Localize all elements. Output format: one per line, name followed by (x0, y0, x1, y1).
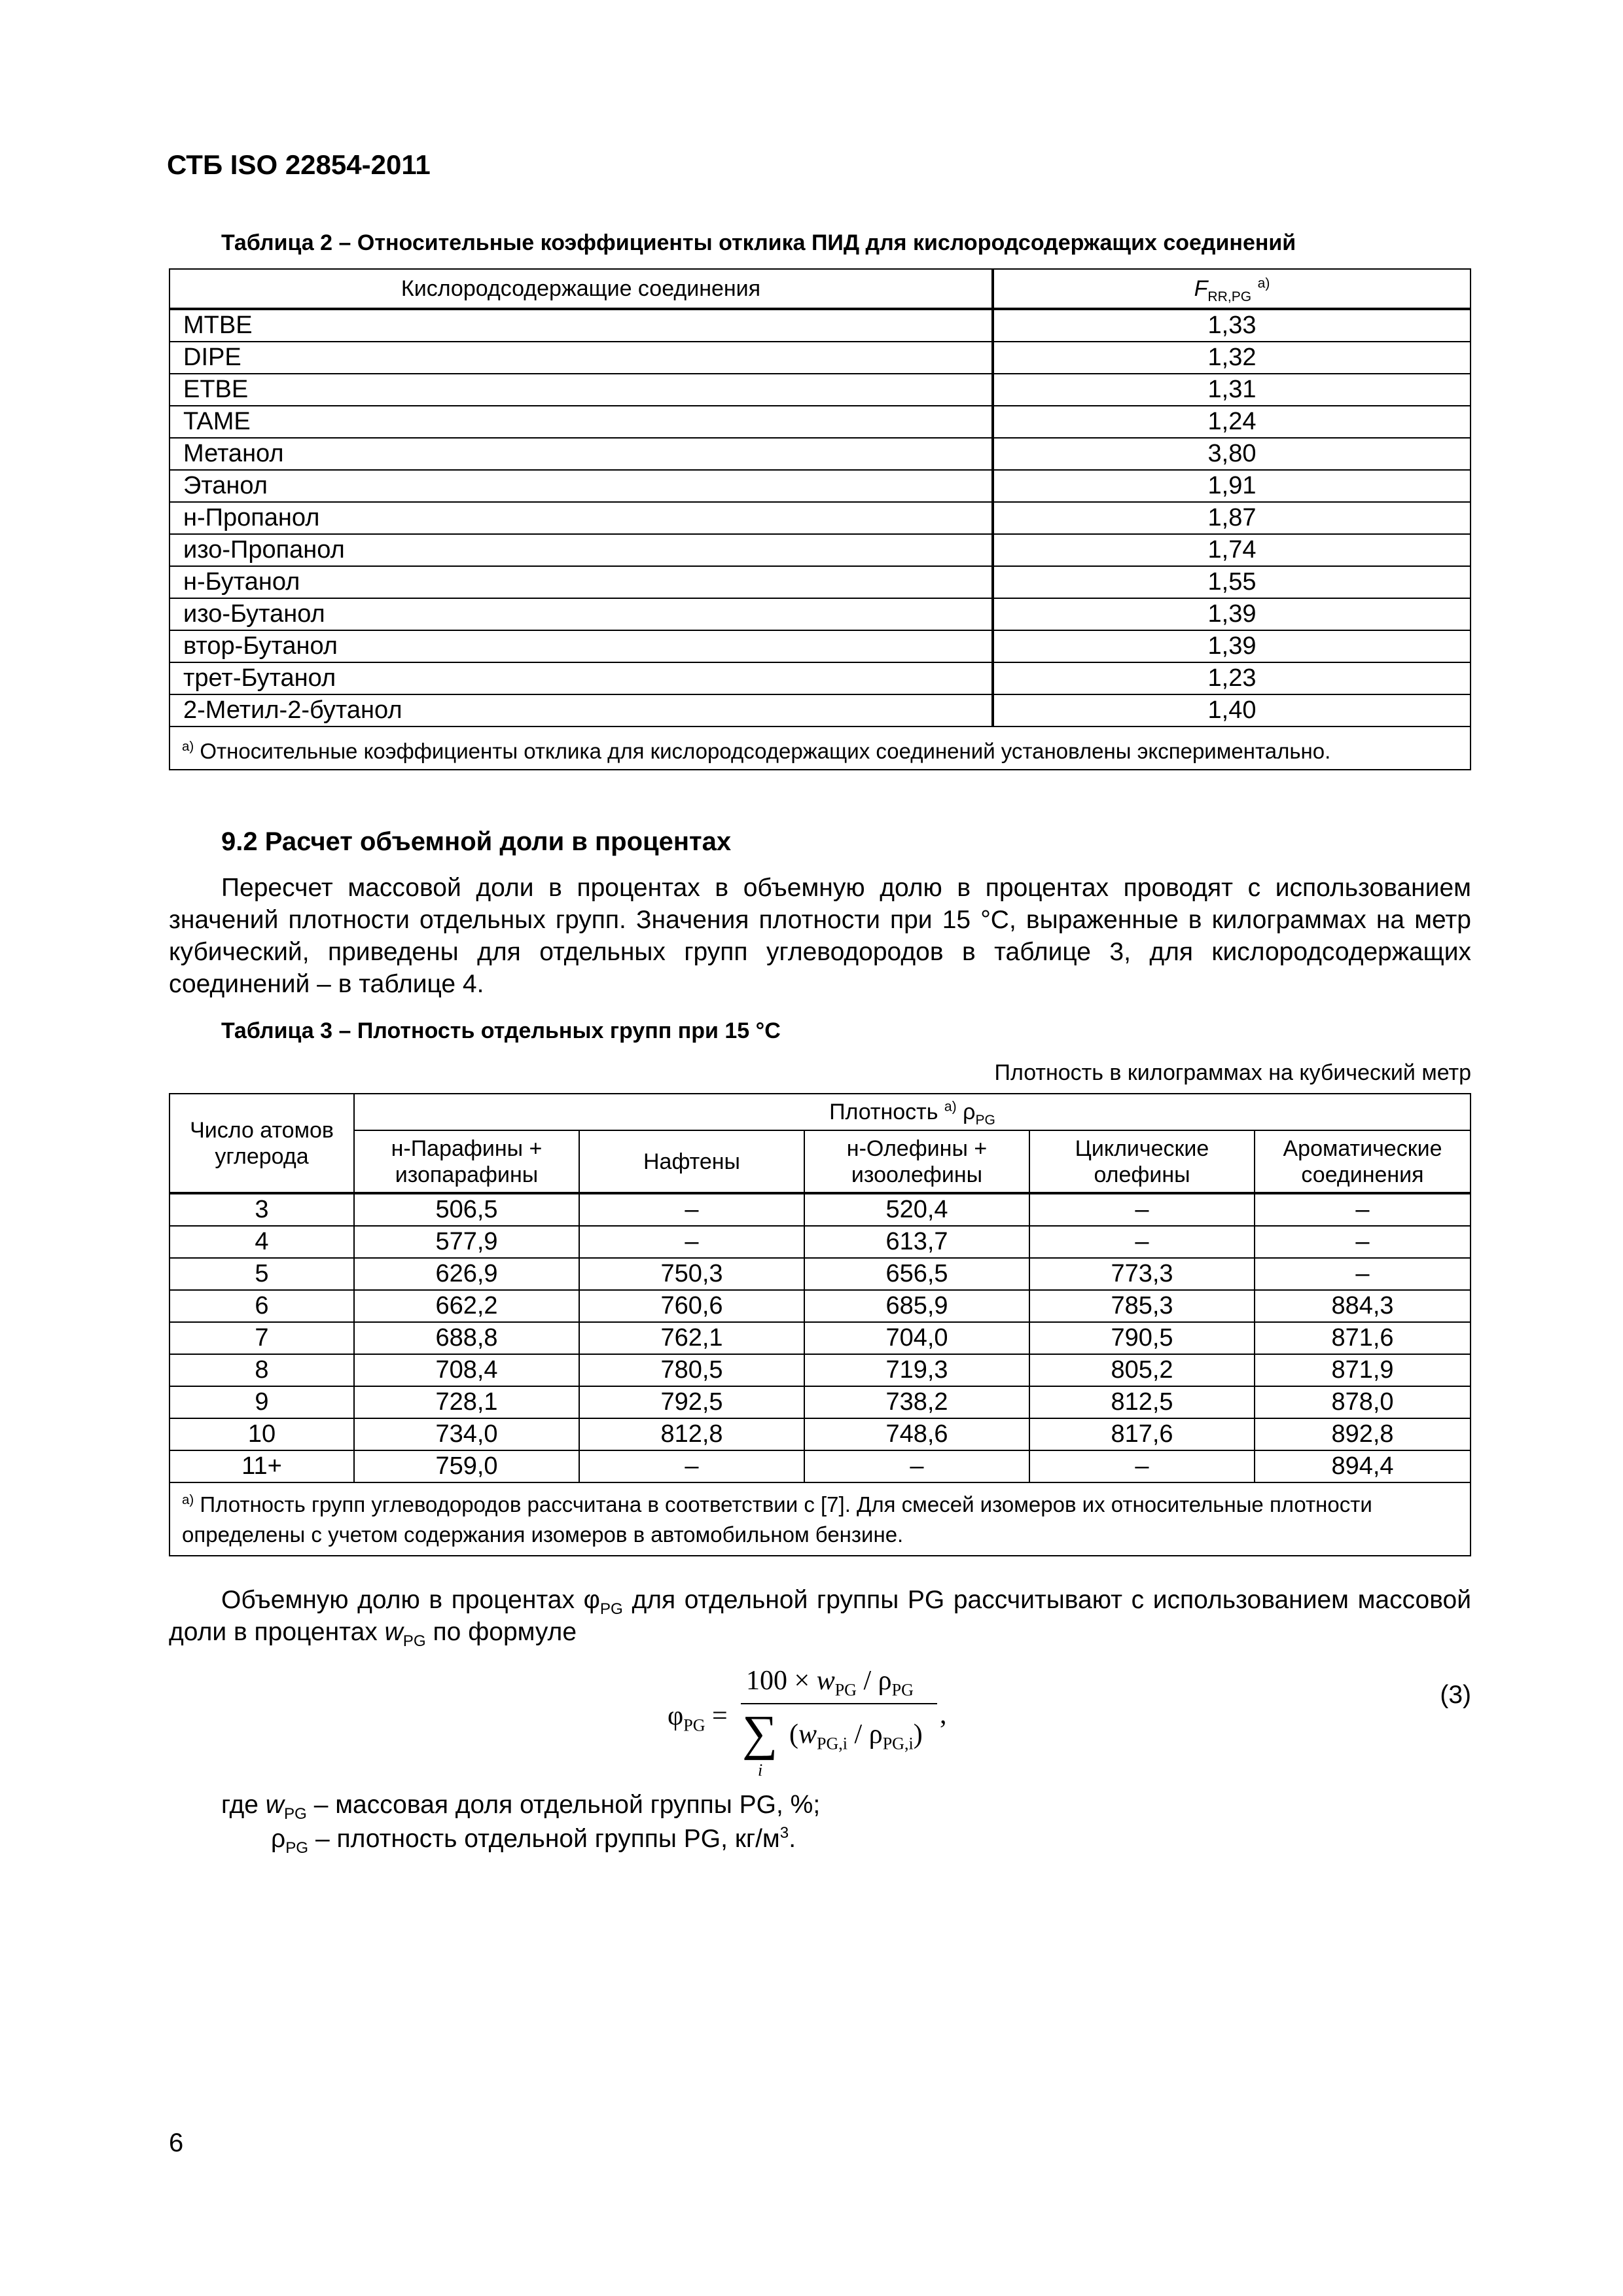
density-cell: 812,8 (579, 1418, 804, 1450)
density-cell: 728,1 (354, 1386, 579, 1418)
density-cell: 780,5 (579, 1354, 804, 1386)
table3-subheader: н-Олефины + изоолефины (804, 1130, 1029, 1193)
table3-col-carbon-header: Число атомов углерода (169, 1094, 354, 1193)
table-row (169, 1354, 1471, 1386)
compound-name: MTBE (169, 309, 993, 342)
density-cell: – (1255, 1226, 1471, 1258)
compound-name: трет-Бутанол (169, 662, 993, 694)
carbon-number-cell: 4 (169, 1226, 354, 1258)
density-cell: 685,9 (804, 1290, 1029, 1322)
compound-name: 2-Метил-2-бутанол (169, 694, 993, 726)
table-row (169, 1418, 1471, 1450)
table-row (169, 534, 1471, 566)
frr-value: 1,39 (993, 630, 1471, 662)
compound-name: н-Пропанол (169, 502, 993, 534)
density-cell: 708,4 (354, 1354, 579, 1386)
where-block: где $w_{PG}$ – массовая доля отдельной группы PG, %; $\rho_{PG}$ – плотность отдельной группы PG, $кг/м^3$. (221, 1791, 821, 1857)
density-cell: 817,6 (1029, 1418, 1255, 1450)
document-code: СТБ ISO 22854-2011 (167, 149, 431, 180)
frr-value: 1,31 (993, 374, 1471, 406)
density-cell: – (804, 1450, 1029, 1482)
compound-name: изо-Бутанол (169, 598, 993, 630)
carbon-number-cell: 8 (169, 1354, 354, 1386)
table2 (169, 268, 1471, 770)
density-cell: 506,5 (354, 1193, 579, 1226)
density-cell: 871,6 (1255, 1322, 1471, 1354)
density-cell: 759,0 (354, 1450, 579, 1482)
carbon-number-cell: 11+ (169, 1450, 354, 1482)
table2-col-compound-header: Кислородсодержащие соединения (169, 269, 993, 309)
formula-denominator: $(w_{PG,i} / \rho_{PG,i})$ (789, 1719, 923, 1753)
density-cell: 520,4 (804, 1193, 1029, 1226)
density-cell: 792,5 (579, 1386, 804, 1418)
density-cell: 892,8 (1255, 1418, 1471, 1450)
table-row (169, 342, 1471, 374)
formula-sum-symbol: ∑ (742, 1706, 778, 1761)
carbon-number-cell: 3 (169, 1193, 354, 1226)
table-row (169, 566, 1471, 598)
compound-name: Метанол (169, 438, 993, 470)
density-cell: 662,2 (354, 1290, 579, 1322)
formula-fraction-bar (741, 1703, 937, 1704)
density-cell: 750,3 (579, 1258, 804, 1290)
table2-footnote: $^{a)}$ Относительные коэффициенты отклика для кислородсодержащих соединений установлены экспериментально. (169, 726, 1471, 770)
compound-name: втор-Бутанол (169, 630, 993, 662)
density-cell: 688,8 (354, 1322, 579, 1354)
table-row (169, 374, 1471, 406)
frr-value: 1,23 (993, 662, 1471, 694)
table3 (169, 1093, 1471, 1556)
table-row (169, 662, 1471, 694)
frr-value: 1,24 (993, 406, 1471, 438)
table-row (169, 1226, 1471, 1258)
compound-name: ETBE (169, 374, 993, 406)
formula-number: (3) (1440, 1681, 1471, 1709)
density-cell: 884,3 (1255, 1290, 1471, 1322)
table-row (169, 470, 1471, 502)
frr-value: 1,91 (993, 470, 1471, 502)
page-number: 6 (169, 2128, 184, 2157)
density-cell: – (579, 1226, 804, 1258)
frr-value: 1,40 (993, 694, 1471, 726)
compound-name: DIPE (169, 342, 993, 374)
density-cell: 894,4 (1255, 1450, 1471, 1482)
formula-3 (661, 1662, 1001, 1780)
table-row (169, 598, 1471, 630)
density-cell: – (579, 1193, 804, 1226)
density-cell: 785,3 (1029, 1290, 1255, 1322)
density-cell: 613,7 (804, 1226, 1029, 1258)
table-row (169, 502, 1471, 534)
compound-name: н-Бутанол (169, 566, 993, 598)
table-row (169, 1322, 1471, 1354)
table2-col-frr-header: $F_{RR,PG}$ $^{a)}$ (993, 269, 1471, 309)
density-cell: 626,9 (354, 1258, 579, 1290)
density-cell: – (1255, 1258, 1471, 1290)
density-cell: 738,2 (804, 1386, 1029, 1418)
table-row (169, 1258, 1471, 1290)
table-row (169, 630, 1471, 662)
table-row (169, 1450, 1471, 1482)
density-cell: 878,0 (1255, 1386, 1471, 1418)
formula-intro-paragraph: Объемную долю в процентах $\varphi_{PG}$ для отдельной группы PG рассчитывают с использованием массовой доли в процентах $w_{PG}$ по формуле (169, 1586, 1471, 1650)
formula-sum-index: i (758, 1761, 763, 1780)
table3-subheader: Циклические олефины (1029, 1130, 1255, 1193)
density-cell: 704,0 (804, 1322, 1029, 1354)
section-paragraph: Пересчет массовой доли в процентах в объемную долю в процентах проводят с использованием значений плотности отдельных групп. Значения плотности при 15 °С, выраженные в килограммах на метр кубический, приведены для отдельных групп углеводородов в таблице 3, для кислородсодержащих соединений – в таблице 4. (169, 874, 1471, 998)
density-cell: 577,9 (354, 1226, 579, 1258)
table2-caption: Таблица 2 – Относительные коэффициенты отклика ПИД для кислородсодержащих соединений (221, 230, 1296, 255)
formula-numerator: $100 \times w_{PG} / \rho_{PG}$ (746, 1666, 914, 1700)
density-cell: 790,5 (1029, 1322, 1255, 1354)
density-cell: – (1029, 1193, 1255, 1226)
formula-lhs: $\varphi_{PG}$ = (668, 1701, 728, 1735)
carbon-number-cell: 5 (169, 1258, 354, 1290)
density-cell: 812,5 (1029, 1386, 1255, 1418)
density-cell: – (1029, 1226, 1255, 1258)
frr-value: 1,87 (993, 502, 1471, 534)
density-cell: 760,6 (579, 1290, 804, 1322)
density-cell: 805,2 (1029, 1354, 1255, 1386)
frr-value: 1,33 (993, 309, 1471, 342)
density-cell: – (1255, 1193, 1471, 1226)
carbon-number-cell: 9 (169, 1386, 354, 1418)
compound-name: Этанол (169, 470, 993, 502)
table3-caption: Таблица 3 – Плотность отдельных групп при 15 °С (221, 1018, 781, 1043)
carbon-number-cell: 6 (169, 1290, 354, 1322)
carbon-number-cell: 10 (169, 1418, 354, 1450)
density-cell: – (1029, 1450, 1255, 1482)
frr-value: 1,74 (993, 534, 1471, 566)
density-cell: 748,6 (804, 1418, 1029, 1450)
table-row (169, 1386, 1471, 1418)
table-row (169, 694, 1471, 726)
table-row (169, 438, 1471, 470)
section-heading: 9.2 Расчет объемной доли в процентах (221, 827, 732, 856)
density-cell: 719,3 (804, 1354, 1029, 1386)
frr-value: 1,55 (993, 566, 1471, 598)
density-cell: – (579, 1450, 804, 1482)
density-cell: 656,5 (804, 1258, 1029, 1290)
table3-density-group-header: Плотность $^{a)}$ $\rho_{PG}$ (354, 1094, 1471, 1130)
table3-footnote: $^{a)}$ Плотность групп углеводородов рассчитана в соответствии с [7]. Для смесей изомеров их относительные плотности определены с учетом содержания изомеров в автомобильном бензине. (169, 1482, 1471, 1556)
table3-subheader: н-Парафины + изопарафины (354, 1130, 579, 1193)
table-row (169, 1290, 1471, 1322)
density-cell: 773,3 (1029, 1258, 1255, 1290)
density-cell: 762,1 (579, 1322, 804, 1354)
table-row (169, 406, 1471, 438)
density-cell: 734,0 (354, 1418, 579, 1450)
compound-name: изо-Пропанол (169, 534, 993, 566)
density-cell: 871,9 (1255, 1354, 1471, 1386)
table-row (169, 309, 1471, 342)
table3-units: Плотность в килограммах на кубический метр (994, 1060, 1471, 1085)
formula-comma: , (940, 1700, 947, 1730)
frr-value: 1,32 (993, 342, 1471, 374)
carbon-number-cell: 7 (169, 1322, 354, 1354)
frr-value: 3,80 (993, 438, 1471, 470)
table-row (169, 1193, 1471, 1226)
table3-subheader: Нафтены (579, 1130, 804, 1193)
compound-name: TAME (169, 406, 993, 438)
table3-subheader: Ароматические соединения (1255, 1130, 1471, 1193)
frr-value: 1,39 (993, 598, 1471, 630)
